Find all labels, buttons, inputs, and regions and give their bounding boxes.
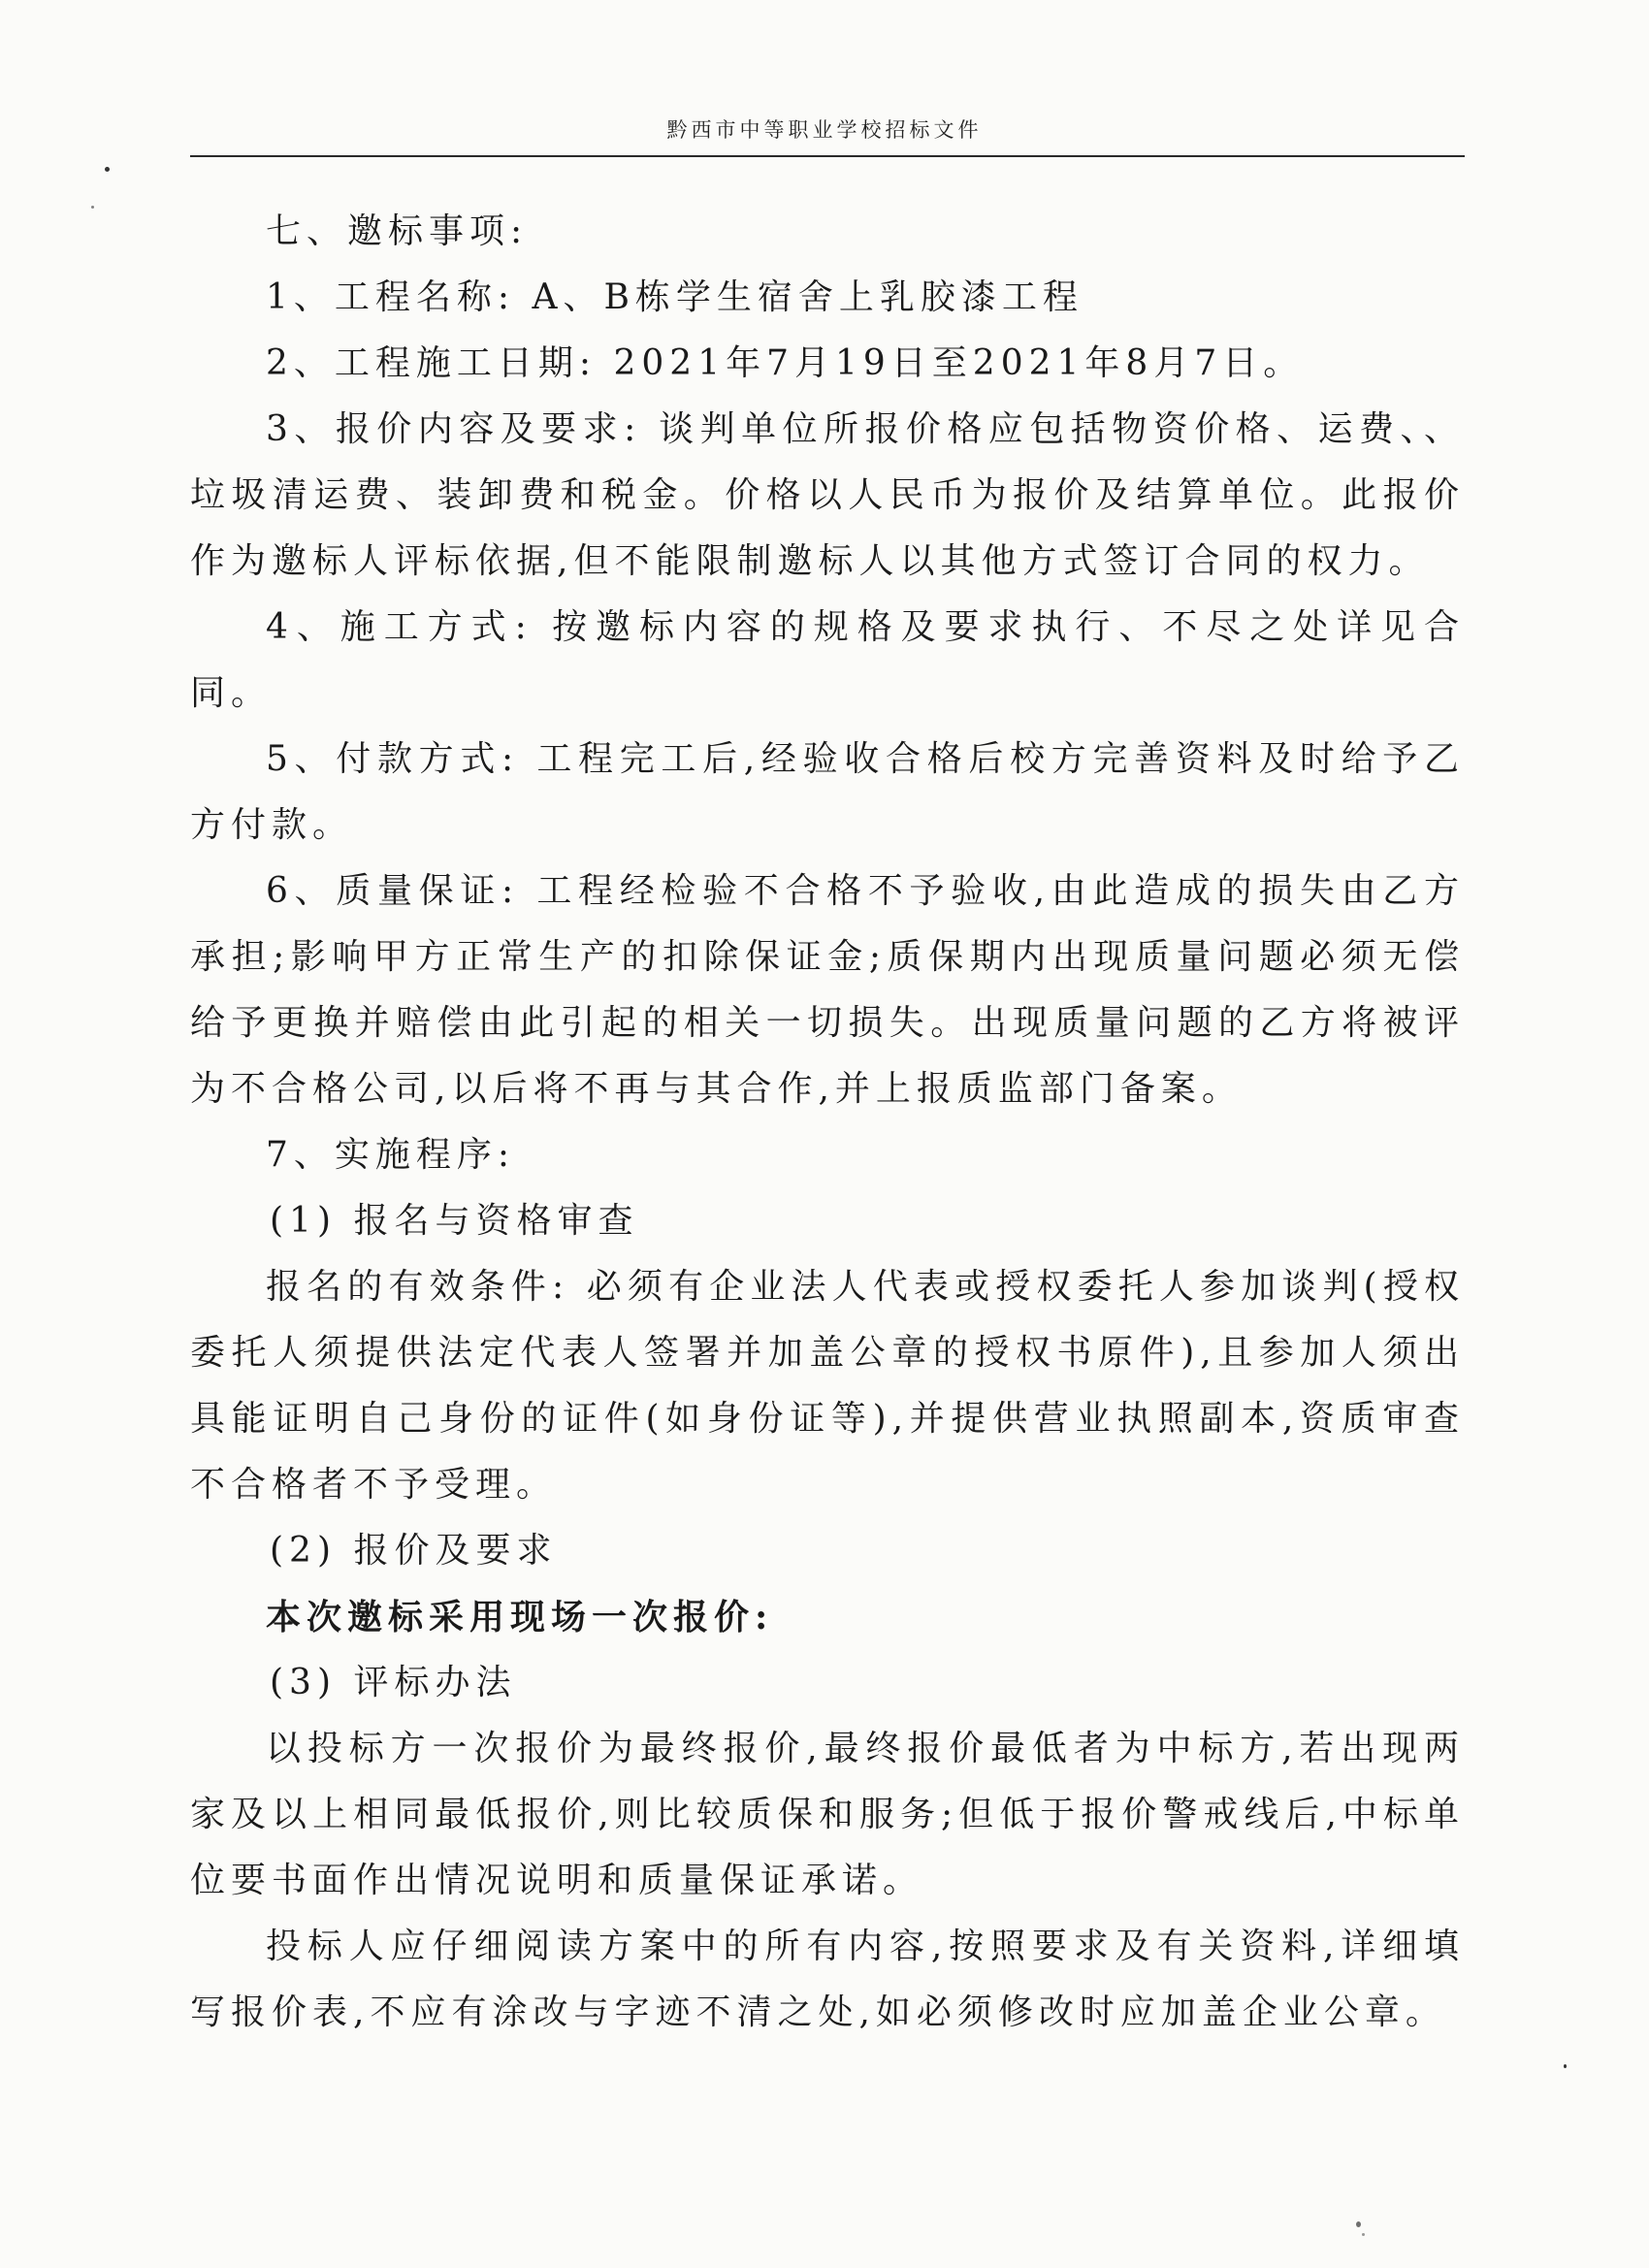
scan-speck [1564, 2064, 1567, 2068]
subheading-quote: (2) 报价及要求 [270, 1531, 558, 1571]
scan-speck [970, 1276, 973, 1279]
subheading-evaluation: (3) 评标办法 [270, 1663, 517, 1702]
paragraph-construction-date: 2、工程施工日期: 2021年7月19日至2021年8月7日。 [266, 343, 1305, 383]
scan-speck [91, 206, 94, 209]
paragraph-construction-method: 4、施工方式: 按邀标内容的规格及要求执行、不尽之处详见合同。 [190, 607, 1465, 713]
paragraph-evaluation-method: 以投标方一次报价为最终报价,最终报价最低者为中标方,若出现两家及以上相同最低报价,则比较质保和服务;但低于报价警戒线后,中标单位要书面作出情况说明和质量保证承诺。 [190, 1729, 1465, 1900]
subheading-registration: (1) 报名与资格审查 [270, 1201, 639, 1241]
scan-speck [1356, 2221, 1361, 2227]
scan-speck [1362, 2233, 1365, 2236]
paragraph-registration-conditions: 报名的有效条件: 必须有企业法人代表或授权委托人参加谈判(授权委托人须提供法定代表人签署并加盖公章的授权书原件),且参加人须出具能证明自己身份的证件(如身份证等),并提供营业执照副本,资质审查不合格者不予受理。 [190, 1267, 1465, 1505]
paragraph-project-name: 1、工程名称: A、B栋学生宿舍上乳胶漆工程 [266, 277, 1083, 317]
paragraph-bidder-instructions: 投标人应仔细阅读方案中的所有内容,按照要求及有关资料,详细填写报价表,不应有涂改与字迹不清之处,如必须修改时应加盖企业公章。 [190, 1927, 1465, 2032]
document-body [190, 199, 1465, 2046]
header-title: 黔西市中等职业学校招标文件 [666, 118, 983, 142]
header-rule [190, 155, 1465, 157]
paragraph-procedure-heading: 7、实施程序: [266, 1135, 516, 1175]
paragraph-one-time-quote: 本次邀标采用现场一次报价: [266, 1597, 774, 1637]
paragraph-payment-method: 5、付款方式: 工程完工后,经验收合格后校方完善资料及时给予乙方付款。 [190, 739, 1465, 845]
paragraph-quote-requirements: 3、报价内容及要求: 谈判单位所报价格应包括物资价格、运费、、垃圾清运费、装卸费和税金。价格以人民币为报价及结算单位。此报价作为邀标人评标依据,但不能限制邀标人以其他方式签订合同的权力。 [190, 409, 1465, 581]
paragraph-quality-guarantee: 6、质量保证: 工程经检验不合格不予验收,由此造成的损失由乙方承担;影响甲方正常生产的扣除保证金;质保期内出现质量问题必须无偿给予更换并赔偿由此引起的相关一切损失。出现质量问题的乙方将被评为不合格公司,以后将不再与其合作,并上报质监部门备案。 [190, 871, 1465, 1109]
section-heading: 七、邀标事项: [266, 211, 529, 251]
scan-speck [105, 167, 110, 172]
